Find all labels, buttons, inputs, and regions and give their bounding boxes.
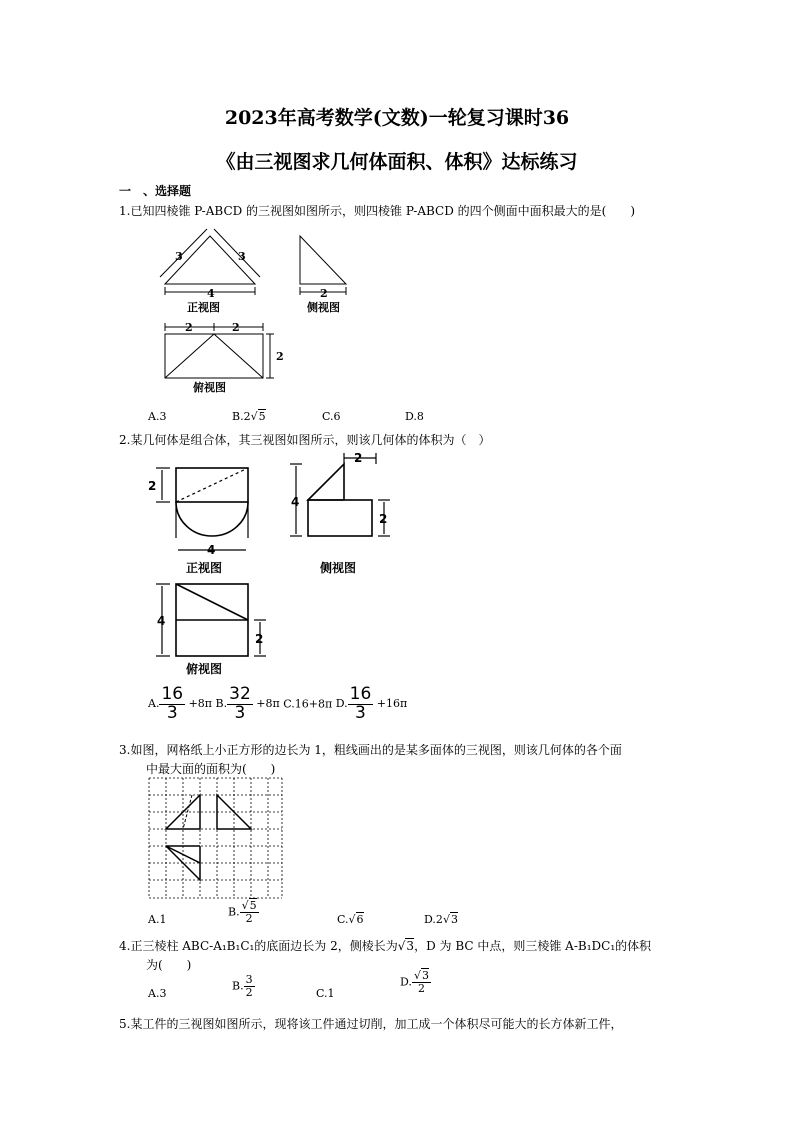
q2-top-label: 俯视图	[186, 662, 223, 676]
section-heading: 一 、选择题	[119, 184, 192, 198]
q2-side-dim-2-top: 2	[354, 451, 363, 465]
q3-option-b: B. $\frac{√5}{2}$	[228, 899, 257, 925]
q1-side-label: 侧视图	[307, 301, 340, 314]
q2-side-dim-4: 4	[291, 495, 300, 509]
q3-text-line2: 中最大面的面积为( )	[146, 762, 276, 776]
q4-option-c: C.1	[316, 987, 335, 1000]
q1-side-triangle	[300, 236, 346, 284]
q3-option-a: A.1	[148, 913, 167, 926]
q2-option-b: B. $\frac{32}{3}$ +8π	[215, 684, 280, 723]
q1-dim-side-2: 2	[320, 287, 328, 300]
q4-option-a: A.3	[148, 987, 167, 1000]
q2-side-label: 侧视图	[320, 561, 357, 575]
q3-text-line1: 3.如图，网格纸上小正方形的边长为 1，粗线画出的是某多面体的三视图，则该几何体的各个面	[119, 743, 622, 757]
q1-dim-3a: 3	[175, 250, 183, 263]
q4-text-line2: 为( )	[146, 958, 192, 972]
q1-dim-top-2a: 2	[185, 321, 193, 334]
q2-front-dim-2: 2	[148, 479, 157, 493]
q1-three-view-figure	[150, 222, 370, 402]
q1-option-d: D.8	[405, 410, 424, 423]
q2-option-a: A. $\frac{16}{3}$ +8π	[148, 684, 213, 723]
q1-dim-top-2b: 2	[232, 321, 240, 334]
q1-dim-4: 4	[207, 287, 215, 300]
q5-text: 5.某工件的三视图如图所示，现将该工件通过切削，加工成一个体积尽可能大的长方体新工件，	[119, 1017, 623, 1031]
q2-side-triangle	[308, 464, 344, 500]
q1-dim-top-2c: 2	[276, 350, 284, 363]
q4-option-b: B. $\frac{3}{2}$	[232, 973, 253, 999]
q1-front-label: 正视图	[187, 301, 220, 314]
q2-text: 2.某几何体是组合体，其三视图如图所示，则该几何体的体积为（ ）	[119, 433, 491, 447]
q2-option-c: C.16+8π	[283, 697, 333, 711]
q1-dim-3b: 3	[238, 250, 246, 263]
q2-side-dim-2: 2	[379, 512, 388, 526]
q1-option-c: C.6	[322, 410, 341, 423]
q1-option-b: B.2√5	[232, 410, 266, 423]
doc-title-line2: 《由三视图求几何体面积、体积》达标练习	[216, 151, 578, 173]
q1-text: 1.已知四棱锥 P-ABCD 的三视图如图所示，则四棱锥 P-ABCD 的四个侧面中面积最大的是( )	[119, 204, 636, 218]
q3-grid-figure	[148, 777, 284, 901]
doc-title-line1: 2023年高考数学(文数)一轮复习课时36	[224, 107, 570, 129]
q4-text-line1: 4.正三棱柱 ABC-A₁B₁C₁的底面边长为 2，侧棱长为√3，D 为 BC 中点，则三棱锥 A-B₁DC₁的体积	[119, 939, 652, 953]
q1-top-label: 俯视图	[193, 381, 226, 394]
q2-front-dim-4: 4	[207, 543, 216, 557]
q2-front-semicircle	[176, 502, 248, 536]
q2-side-rect	[308, 500, 372, 536]
q1-option-a: A.3	[148, 410, 167, 423]
q3-option-c: C.√6	[337, 913, 364, 926]
q1-top-rect	[165, 334, 263, 378]
q2-three-view-figure	[140, 448, 390, 680]
q4-option-d: D. $\frac{√3}{2}$	[400, 969, 429, 995]
q2-top-dim-2: 2	[255, 632, 264, 646]
q2-front-label: 正视图	[186, 561, 223, 575]
q2-options	[148, 686, 407, 723]
q2-option-d: D. $\frac{16}{3}$ +16π	[335, 684, 408, 723]
q3-option-d: D.2√3	[424, 913, 458, 926]
q2-top-dim-4: 4	[157, 614, 166, 628]
